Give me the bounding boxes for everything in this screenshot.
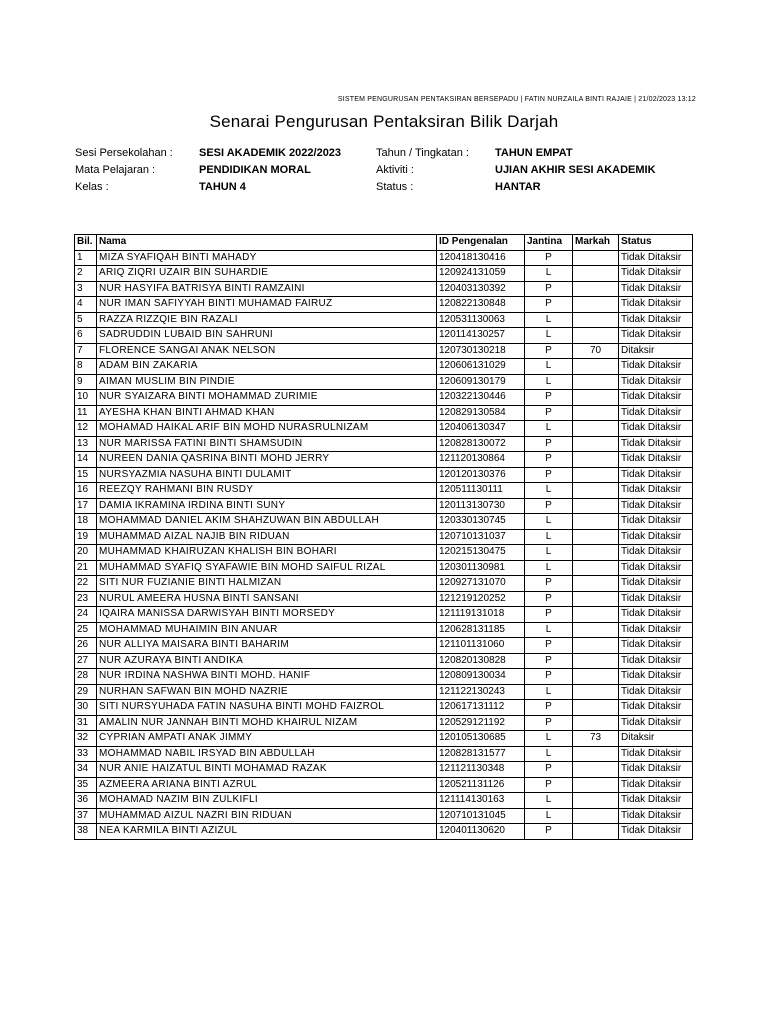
- row-jantina: P: [525, 250, 573, 266]
- row-markah: [573, 390, 619, 406]
- row-bil: 31: [75, 715, 97, 731]
- row-bil: 20: [75, 545, 97, 561]
- row-jantina: P: [525, 700, 573, 716]
- col-jantina: Jantina: [525, 235, 573, 251]
- row-id-pengenalan: 120529121192: [437, 715, 525, 731]
- row-bil: 22: [75, 576, 97, 592]
- row-jantina: L: [525, 421, 573, 437]
- row-bil: 1: [75, 250, 97, 266]
- row-nama: SADRUDDIN LUBAID BIN SAHRUNI: [97, 328, 437, 344]
- table-row: [75, 607, 693, 623]
- row-bil: 37: [75, 808, 97, 824]
- row-jantina: P: [525, 762, 573, 778]
- row-jantina: P: [525, 824, 573, 840]
- row-bil: 5: [75, 312, 97, 328]
- row-bil: 9: [75, 374, 97, 390]
- row-status: Tidak Ditaksir: [619, 560, 693, 576]
- row-id-pengenalan: 120120130376: [437, 467, 525, 483]
- row-markah: [573, 297, 619, 313]
- row-nama: CYPRIAN AMPATI ANAK JIMMY: [97, 731, 437, 747]
- table-row: [75, 669, 693, 685]
- row-nama: NEA KARMILA BINTI AZIZUL: [97, 824, 437, 840]
- row-markah: [573, 359, 619, 375]
- table-row: [75, 452, 693, 468]
- table-row: [75, 359, 693, 375]
- table-row: [75, 545, 693, 561]
- row-status: Tidak Ditaksir: [619, 746, 693, 762]
- row-bil: 25: [75, 622, 97, 638]
- row-bil: 15: [75, 467, 97, 483]
- row-id-pengenalan: 120301130981: [437, 560, 525, 576]
- row-nama: NUR SYAIZARA BINTI MOHAMMAD ZURIMIE: [97, 390, 437, 406]
- row-status: Tidak Ditaksir: [619, 638, 693, 654]
- row-status: Tidak Ditaksir: [619, 281, 693, 297]
- row-nama: MOHAMAD HAIKAL ARIF BIN MOHD NURASRULNIZAM: [97, 421, 437, 437]
- meta-info: [75, 147, 695, 198]
- row-bil: 13: [75, 436, 97, 452]
- row-nama: MUHAMMAD AIZAL NAJIB BIN RIDUAN: [97, 529, 437, 545]
- row-markah: [573, 266, 619, 282]
- student-table: [74, 234, 693, 840]
- row-id-pengenalan: 120617131112: [437, 700, 525, 716]
- row-status: Ditaksir: [619, 343, 693, 359]
- row-id-pengenalan: 120710131045: [437, 808, 525, 824]
- row-jantina: P: [525, 777, 573, 793]
- row-nama: MOHAMMAD NABIL IRSYAD BIN ABDULLAH: [97, 746, 437, 762]
- row-bil: 35: [75, 777, 97, 793]
- row-jantina: P: [525, 591, 573, 607]
- row-jantina: L: [525, 312, 573, 328]
- row-jantina: L: [525, 374, 573, 390]
- row-jantina: L: [525, 545, 573, 561]
- row-bil: 17: [75, 498, 97, 514]
- table-row: [75, 715, 693, 731]
- row-jantina: L: [525, 266, 573, 282]
- table-row: [75, 483, 693, 499]
- row-id-pengenalan: 120322130446: [437, 390, 525, 406]
- table-body: [75, 250, 693, 839]
- row-id-pengenalan: 120215130475: [437, 545, 525, 561]
- col-markah: Markah: [573, 235, 619, 251]
- row-status: Tidak Ditaksir: [619, 312, 693, 328]
- row-bil: 34: [75, 762, 97, 778]
- status-value: HANTAR: [495, 181, 541, 193]
- row-markah: [573, 436, 619, 452]
- table-row: [75, 684, 693, 700]
- row-id-pengenalan: 120710131037: [437, 529, 525, 545]
- row-id-pengenalan: 120606131029: [437, 359, 525, 375]
- table-row: [75, 436, 693, 452]
- row-status: Tidak Ditaksir: [619, 684, 693, 700]
- row-status: Ditaksir: [619, 731, 693, 747]
- row-nama: NUR MARISSA FATINI BINTI SHAMSUDIN: [97, 436, 437, 452]
- row-bil: 6: [75, 328, 97, 344]
- row-id-pengenalan: 120105130685: [437, 731, 525, 747]
- row-bil: 32: [75, 731, 97, 747]
- tahun-value: TAHUN EMPAT: [495, 147, 573, 159]
- page-title: Senarai Pengurusan Pentaksiran Bilik Darjah: [209, 112, 559, 131]
- table-row: [75, 281, 693, 297]
- aktiviti-label: Aktiviti :: [376, 164, 414, 176]
- table-header-row: [75, 235, 693, 251]
- row-id-pengenalan: 120521131126: [437, 777, 525, 793]
- table-row: [75, 762, 693, 778]
- row-id-pengenalan: 121101131060: [437, 638, 525, 654]
- row-status: Tidak Ditaksir: [619, 359, 693, 375]
- meta-row-sesi: [75, 147, 695, 164]
- row-status: Tidak Ditaksir: [619, 297, 693, 313]
- row-nama: NUR IMAN SAFIYYAH BINTI MUHAMAD FAIRUZ: [97, 297, 437, 313]
- row-markah: [573, 777, 619, 793]
- status-label: Status :: [376, 181, 414, 193]
- table-row: [75, 731, 693, 747]
- row-markah: [573, 808, 619, 824]
- row-id-pengenalan: 121119131018: [437, 607, 525, 623]
- mata-label: Mata Pelajaran :: [75, 164, 156, 176]
- row-id-pengenalan: 120114130257: [437, 328, 525, 344]
- row-id-pengenalan: 120609130179: [437, 374, 525, 390]
- row-id-pengenalan: 121219120252: [437, 591, 525, 607]
- row-nama: NURSYAZMIA NASUHA BINTI DULAMIT: [97, 467, 437, 483]
- table-row: [75, 591, 693, 607]
- row-markah: [573, 746, 619, 762]
- row-jantina: P: [525, 715, 573, 731]
- row-id-pengenalan: 120828131577: [437, 746, 525, 762]
- row-status: Tidak Ditaksir: [619, 421, 693, 437]
- row-nama: AYESHA KHAN BINTI AHMAD KHAN: [97, 405, 437, 421]
- row-markah: [573, 669, 619, 685]
- row-nama: NUR ANIE HAIZATUL BINTI MOHAMAD RAZAK: [97, 762, 437, 778]
- row-markah: [573, 467, 619, 483]
- row-nama: MOHAMMAD MUHAIMIN BIN ANUAR: [97, 622, 437, 638]
- row-jantina: P: [525, 653, 573, 669]
- table-row: [75, 328, 693, 344]
- sesi-value: SESI AKADEMIK 2022/2023: [199, 147, 342, 159]
- row-jantina: P: [525, 281, 573, 297]
- table-row: [75, 638, 693, 654]
- row-markah: [573, 312, 619, 328]
- row-bil: 11: [75, 405, 97, 421]
- table-row: [75, 529, 693, 545]
- row-nama: SITI NUR FUZIANIE BINTI HALMIZAN: [97, 576, 437, 592]
- row-nama: NUR IRDINA NASHWA BINTI MOHD. HANIF: [97, 669, 437, 685]
- row-id-pengenalan: 120829130584: [437, 405, 525, 421]
- table-row: [75, 622, 693, 638]
- row-jantina: L: [525, 746, 573, 762]
- row-id-pengenalan: 121114130163: [437, 793, 525, 809]
- row-markah: [573, 700, 619, 716]
- table-row: [75, 266, 693, 282]
- row-id-pengenalan: 120330130745: [437, 514, 525, 530]
- row-status: Tidak Ditaksir: [619, 514, 693, 530]
- row-status: Tidak Ditaksir: [619, 498, 693, 514]
- row-markah: [573, 824, 619, 840]
- row-bil: 19: [75, 529, 97, 545]
- tahun-label: Tahun / Tingkatan :: [376, 147, 469, 159]
- row-markah: [573, 529, 619, 545]
- row-id-pengenalan: 120406130347: [437, 421, 525, 437]
- row-markah: [573, 560, 619, 576]
- row-status: Tidak Ditaksir: [619, 328, 693, 344]
- row-status: Tidak Ditaksir: [619, 545, 693, 561]
- row-nama: FLORENCE SANGAI ANAK NELSON: [97, 343, 437, 359]
- row-nama: ARIQ ZIQRI UZAIR BIN SUHARDIE: [97, 266, 437, 282]
- row-id-pengenalan: 121122130243: [437, 684, 525, 700]
- row-nama: SITI NURSYUHADA FATIN NASUHA BINTI MOHD FAIZROL: [97, 700, 437, 716]
- row-id-pengenalan: 120924131059: [437, 266, 525, 282]
- row-nama: DAMIA IKRAMINA IRDINA BINTI SUNY: [97, 498, 437, 514]
- meta-row-kelas: [75, 181, 695, 198]
- row-markah: [573, 421, 619, 437]
- row-id-pengenalan: 120809130034: [437, 669, 525, 685]
- row-nama: NUR HASYIFA BATRISYA BINTI RAMZAINI: [97, 281, 437, 297]
- row-bil: 24: [75, 607, 97, 623]
- table-row: [75, 498, 693, 514]
- row-nama: NUREEN DANIA QASRINA BINTI MOHD JERRY: [97, 452, 437, 468]
- row-status: Tidak Ditaksir: [619, 483, 693, 499]
- row-status: Tidak Ditaksir: [619, 390, 693, 406]
- row-markah: [573, 483, 619, 499]
- row-jantina: L: [525, 483, 573, 499]
- row-id-pengenalan: 120820130828: [437, 653, 525, 669]
- row-bil: 16: [75, 483, 97, 499]
- row-markah: [573, 653, 619, 669]
- row-bil: 29: [75, 684, 97, 700]
- col-nama: Nama: [97, 235, 437, 251]
- row-id-pengenalan: 120418130416: [437, 250, 525, 266]
- sesi-label: Sesi Persekolahan :: [75, 147, 173, 159]
- row-bil: 10: [75, 390, 97, 406]
- row-markah: [573, 622, 619, 638]
- row-status: Tidak Ditaksir: [619, 576, 693, 592]
- row-jantina: P: [525, 297, 573, 313]
- row-id-pengenalan: 120401130620: [437, 824, 525, 840]
- row-markah: [573, 684, 619, 700]
- table-row: [75, 514, 693, 530]
- row-markah: [573, 638, 619, 654]
- row-markah: [573, 576, 619, 592]
- col-status: Status: [619, 235, 693, 251]
- row-jantina: L: [525, 328, 573, 344]
- row-jantina: L: [525, 731, 573, 747]
- row-markah: [573, 607, 619, 623]
- row-jantina: L: [525, 622, 573, 638]
- table-row: [75, 250, 693, 266]
- row-nama: AMALIN NUR JANNAH BINTI MOHD KHAIRUL NIZAM: [97, 715, 437, 731]
- row-status: Tidak Ditaksir: [619, 374, 693, 390]
- row-status: Tidak Ditaksir: [619, 622, 693, 638]
- row-jantina: L: [525, 684, 573, 700]
- table-row: [75, 390, 693, 406]
- row-status: Tidak Ditaksir: [619, 762, 693, 778]
- row-jantina: P: [525, 343, 573, 359]
- row-markah: 73: [573, 731, 619, 747]
- row-markah: [573, 545, 619, 561]
- row-jantina: P: [525, 467, 573, 483]
- table-row: [75, 808, 693, 824]
- row-status: Tidak Ditaksir: [619, 808, 693, 824]
- row-status: Tidak Ditaksir: [619, 436, 693, 452]
- row-markah: [573, 591, 619, 607]
- row-jantina: P: [525, 638, 573, 654]
- row-jantina: P: [525, 405, 573, 421]
- row-bil: 33: [75, 746, 97, 762]
- row-status: Tidak Ditaksir: [619, 529, 693, 545]
- row-jantina: P: [525, 669, 573, 685]
- row-bil: 26: [75, 638, 97, 654]
- row-id-pengenalan: 121120130864: [437, 452, 525, 468]
- row-bil: 27: [75, 653, 97, 669]
- row-status: Tidak Ditaksir: [619, 715, 693, 731]
- row-markah: [573, 281, 619, 297]
- row-status: Tidak Ditaksir: [619, 467, 693, 483]
- table-row: [75, 467, 693, 483]
- row-bil: 36: [75, 793, 97, 809]
- row-nama: ADAM BIN ZAKARIA: [97, 359, 437, 375]
- row-jantina: P: [525, 390, 573, 406]
- table-row: [75, 746, 693, 762]
- row-markah: [573, 405, 619, 421]
- aktiviti-value: UJIAN AKHIR SESI AKADEMIK: [495, 164, 656, 176]
- meta-row-mata: [75, 164, 695, 181]
- row-markah: [573, 793, 619, 809]
- table-row: [75, 374, 693, 390]
- row-bil: 7: [75, 343, 97, 359]
- row-nama: NUR AZURAYA BINTI ANDIKA: [97, 653, 437, 669]
- row-status: Tidak Ditaksir: [619, 669, 693, 685]
- row-markah: [573, 452, 619, 468]
- row-id-pengenalan: 120628131185: [437, 622, 525, 638]
- row-bil: 14: [75, 452, 97, 468]
- row-jantina: L: [525, 808, 573, 824]
- row-id-pengenalan: 120403130392: [437, 281, 525, 297]
- row-nama: NUR ALLIYA MAISARA BINTI BAHARIM: [97, 638, 437, 654]
- table-row: [75, 421, 693, 437]
- col-bil: Bil.: [75, 235, 97, 251]
- row-nama: AZMEERA ARIANA BINTI AZRUL: [97, 777, 437, 793]
- row-jantina: L: [525, 560, 573, 576]
- table-row: [75, 777, 693, 793]
- row-id-pengenalan: 120511130111: [437, 483, 525, 499]
- col-id-pengenalan: ID Pengenalan: [437, 235, 525, 251]
- table-row: [75, 793, 693, 809]
- row-markah: [573, 715, 619, 731]
- row-bil: 28: [75, 669, 97, 685]
- row-nama: MUHAMMAD KHAIRUZAN KHALISH BIN BOHARI: [97, 545, 437, 561]
- table-row: [75, 297, 693, 313]
- row-id-pengenalan: 121121130348: [437, 762, 525, 778]
- row-nama: MIZA SYAFIQAH BINTI MAHADY: [97, 250, 437, 266]
- row-status: Tidak Ditaksir: [619, 266, 693, 282]
- row-bil: 23: [75, 591, 97, 607]
- row-status: Tidak Ditaksir: [619, 700, 693, 716]
- row-nama: NURHAN SAFWAN BIN MOHD NAZRIE: [97, 684, 437, 700]
- row-jantina: L: [525, 514, 573, 530]
- row-status: Tidak Ditaksir: [619, 653, 693, 669]
- row-markah: 70: [573, 343, 619, 359]
- kelas-label: Kelas :: [75, 181, 109, 193]
- row-bil: 3: [75, 281, 97, 297]
- row-jantina: L: [525, 793, 573, 809]
- row-jantina: P: [525, 607, 573, 623]
- row-jantina: P: [525, 452, 573, 468]
- row-markah: [573, 328, 619, 344]
- table-row: [75, 312, 693, 328]
- row-bil: 30: [75, 700, 97, 716]
- row-id-pengenalan: 120822130848: [437, 297, 525, 313]
- row-jantina: P: [525, 436, 573, 452]
- row-id-pengenalan: 120531130063: [437, 312, 525, 328]
- table-row: [75, 576, 693, 592]
- row-markah: [573, 374, 619, 390]
- row-jantina: P: [525, 576, 573, 592]
- table-row: [75, 700, 693, 716]
- row-id-pengenalan: 120730130218: [437, 343, 525, 359]
- row-nama: MUHAMMAD SYAFIQ SYAFAWIE BIN MOHD SAIFUL RIZAL: [97, 560, 437, 576]
- row-status: Tidak Ditaksir: [619, 824, 693, 840]
- row-markah: [573, 762, 619, 778]
- row-nama: MOHAMMAD DANIEL AKIM SHAHZUWAN BIN ABDULLAH: [97, 514, 437, 530]
- row-bil: 21: [75, 560, 97, 576]
- row-jantina: P: [525, 498, 573, 514]
- row-jantina: L: [525, 359, 573, 375]
- row-nama: MOHAMAD NAZIM BIN ZULKIFLI: [97, 793, 437, 809]
- row-bil: 4: [75, 297, 97, 313]
- row-bil: 18: [75, 514, 97, 530]
- row-markah: [573, 250, 619, 266]
- row-nama: AIMAN MUSLIM BIN PINDIE: [97, 374, 437, 390]
- row-nama: MUHAMMAD AIZUL NAZRI BIN RIDUAN: [97, 808, 437, 824]
- table-row: [75, 653, 693, 669]
- table-row: [75, 405, 693, 421]
- kelas-value: TAHUN 4: [199, 181, 246, 193]
- row-bil: 12: [75, 421, 97, 437]
- row-status: Tidak Ditaksir: [619, 777, 693, 793]
- row-status: Tidak Ditaksir: [619, 607, 693, 623]
- row-nama: IQAIRA MANISSA DARWISYAH BINTI MORSEDY: [97, 607, 437, 623]
- row-status: Tidak Ditaksir: [619, 452, 693, 468]
- row-nama: NURUL AMEERA HUSNA BINTI SANSANI: [97, 591, 437, 607]
- row-jantina: L: [525, 529, 573, 545]
- row-nama: REEZQY RAHMANI BIN RUSDY: [97, 483, 437, 499]
- row-id-pengenalan: 120927131070: [437, 576, 525, 592]
- row-status: Tidak Ditaksir: [619, 793, 693, 809]
- row-id-pengenalan: 120113130730: [437, 498, 525, 514]
- row-bil: 8: [75, 359, 97, 375]
- mata-value: PENDIDIKAN MORAL: [199, 164, 311, 176]
- table-row: [75, 824, 693, 840]
- table-row: [75, 560, 693, 576]
- row-status: Tidak Ditaksir: [619, 250, 693, 266]
- table-row: [75, 343, 693, 359]
- row-markah: [573, 514, 619, 530]
- row-nama: RAZZA RIZZQIE BIN RAZALI: [97, 312, 437, 328]
- row-bil: 38: [75, 824, 97, 840]
- row-status: Tidak Ditaksir: [619, 591, 693, 607]
- row-markah: [573, 498, 619, 514]
- row-status: Tidak Ditaksir: [619, 405, 693, 421]
- row-bil: 2: [75, 266, 97, 282]
- row-id-pengenalan: 120828130072: [437, 436, 525, 452]
- system-header-line: SISTEM PENGURUSAN PENTAKSIRAN BERSEPADU | FATIN NURZAILA BINTI RAJAIE | 21/02/2023 13:12: [337, 96, 696, 103]
